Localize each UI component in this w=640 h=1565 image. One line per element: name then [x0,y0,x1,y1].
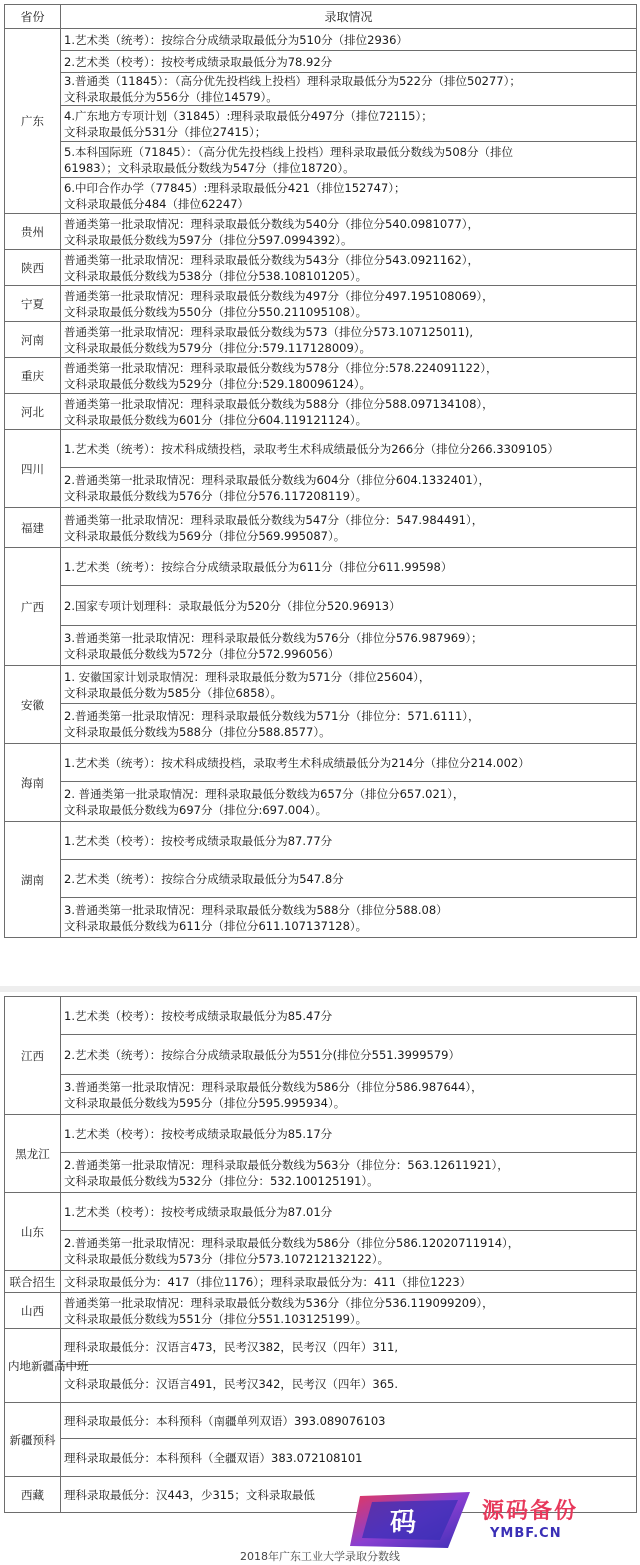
table-row [5,1153,637,1193]
detail-line: 1.艺术类（统考）：按综合分成绩录取最低分为510分（排位2936） [64,32,408,47]
table-row [5,1035,637,1075]
detail-line: 文科录取最低分数线为572分（排位分572.996056） [64,646,340,661]
admission-detail-cell [61,1115,637,1153]
admission-detail-cell [61,1193,637,1231]
province-cell: 联合招生 [5,1271,61,1293]
table-row [5,822,637,860]
detail-line: 理科录取最低分：汉语言473，民考汉382，民考汉（四年）311, [64,1339,399,1354]
detail-line: 普通类第一批录取情况：理科录取最低分数线为573（排位分573.107125011), [64,324,474,339]
detail-line: 61983）；文科录取最低分数线为547分（排位18720）。 [64,160,355,175]
admission-detail-cell [61,1035,637,1075]
admission-table-part1 [4,4,637,938]
admission-detail-cell [61,782,637,822]
detail-line: 1.艺术类（统考）：按术科成绩投档，录取考生术科成绩最低分为266分（排位分266.3309105） [64,441,559,456]
table-row [5,548,637,586]
detail-line: 6.中印合作办学（77845）:理科录取最低分421（排位152747）； [64,180,406,195]
province-cell: 黑龙江 [5,1115,61,1193]
admission-detail-cell [61,1075,637,1115]
admission-detail-cell [61,1439,637,1477]
detail-line: 普通类第一批录取情况：理科录取最低分数线为543分（排位分543.0921162）， [64,252,480,267]
province-cell: 山西 [5,1293,61,1329]
detail-line: 1.艺术类（校考）：按校考成绩录取最低分为85.17分 [64,1126,333,1141]
province-cell: 海南 [5,744,61,822]
table-row [5,1439,637,1477]
table-row [5,1193,637,1231]
province-cell: 宁夏 [5,286,61,322]
image-caption: 2018年广东工业大学录取分数线 [240,1550,400,1563]
admission-detail-cell [61,358,637,394]
table-row [5,508,637,548]
admission-detail-cell [61,508,637,548]
admission-detail-cell [61,250,637,286]
table-row [5,666,637,704]
detail-line: 文科录取最低分数线为595分（排位分595.995934）。 [64,1095,346,1110]
admission-detail-cell [61,1403,637,1439]
page-separator [0,986,640,992]
detail-line: 3.普通类（11845）：（高分优先投档线上投档）理科录取最低分为522分（排位50277）； [64,74,521,88]
table-row [5,468,637,508]
admission-detail-cell [61,822,637,860]
detail-line: 理科录取最低分：汉443，少315；文科录取最低 [64,1487,315,1502]
detail-line: 1.艺术类（统考）：按术科成绩投档，录取考生术科成绩最低分为214分（排位分214.002） [64,755,530,770]
province-cell: 河南 [5,322,61,358]
header-details: 录取情况 [61,5,637,29]
province-cell: 广东 [5,29,61,214]
detail-line: 1.艺术类（校考）：按校考成绩录取最低分为87.77分 [64,833,333,848]
table-row [5,142,637,178]
detail-line: 文科录取最低分数线为597分（排位分597.0994392）。 [64,232,353,247]
detail-line: 1.艺术类（校考）：按校考成绩录取最低分为85.47分 [64,1008,333,1023]
table-row [5,1075,637,1115]
detail-line: 文科录取最低分数线为569分（排位分569.995087）。 [64,528,346,543]
detail-line: 2.艺术类（校考）：按校考成绩录取最低分为78.92分 [64,54,333,69]
admission-detail-cell [61,626,637,666]
admission-detail-cell [61,73,637,106]
detail-line: 文科录取最低分数线为611分（排位分611.107137128）。 [64,918,368,933]
province-cell: 重庆 [5,358,61,394]
admission-detail-cell [61,997,637,1035]
detail-line: 文科录取最低分数线为601分（排位分604.119121124）。 [64,412,368,427]
detail-line: 文科录取最低分484（排位62247） [64,196,250,211]
watermark-domain: YMBF.CN [490,1526,562,1541]
admission-detail-cell [61,666,637,704]
admission-detail-cell [61,430,637,468]
admission-detail-cell [61,1329,637,1365]
table-body-part2 [5,997,637,1513]
admission-detail-cell [61,468,637,508]
table-row [5,626,637,666]
detail-line: 文科录取最低分为：417（排位1176）；理科录取最低分为：411（排位1223） [64,1274,472,1289]
province-cell: 安徽 [5,666,61,744]
admission-detail-cell [61,178,637,214]
detail-line: 3.普通类第一批录取情况：理科录取最低分数线为576分（排位分576.987969）； [64,630,483,645]
table-row [5,29,637,51]
table-row [5,358,637,394]
detail-line: 5.本科国际班（71845）：（高分优先投档线上投档）理科录取最低分数线为508分（排位 [64,144,514,159]
table-row [5,1329,637,1365]
table-row [5,1115,637,1153]
detail-line: 文科录取最低分数线为576分（排位分576.117208119）。 [64,488,368,503]
table-row [5,1365,637,1403]
admission-detail-cell [61,548,637,586]
detail-line: 文科录取最低分：汉语言491，民考汉342，民考汉（四年）365. [64,1376,399,1391]
detail-line: 文科录取最低分为556分（排位14579）。 [64,90,278,104]
detail-line: 理科录取最低分：本科预科（南疆单列双语）393.089076103 [64,1413,386,1428]
admission-detail-cell [61,29,637,51]
detail-line: 文科录取最低分数线为551分（排位分551.103125199）。 [64,1311,368,1326]
detail-line: 普通类第一批录取情况：理科录取最低分数线为540分（排位分540.0981077）， [64,216,480,231]
table-row [5,430,637,468]
admission-detail-cell [61,214,637,250]
province-cell: 贵州 [5,214,61,250]
detail-line: 2.普通类第一批录取情况：理科录取最低分数线为563分（排位分：563.12611921）， [64,1157,509,1172]
detail-line: 文科录取最低分数线为550分（排位分550.211095108）。 [64,304,368,319]
province-cell: 西藏 [5,1477,61,1513]
table-header-row [5,5,637,29]
detail-line: 1. 安徽国家计划录取情况：理科录取最低分数为571分（排位25604）， [64,669,431,684]
admission-detail-cell [61,1153,637,1193]
detail-line: 2.艺术类（统考）：按综合分成绩录取最低分为547.8分 [64,871,344,886]
admission-detail-cell [61,704,637,744]
province-cell: 新疆预科 [5,1403,61,1477]
admission-detail-cell [61,860,637,898]
table-row [5,286,637,322]
watermark-title: 源码备份 [482,1498,579,1524]
detail-line: 普通类第一批录取情况：理科录取最低分数线为588分（排位分588.097134108）， [64,396,494,411]
detail-line: 1.艺术类（校考）：按校考成绩录取最低分为87.01分 [64,1204,333,1219]
detail-line: 1.艺术类（统考）：按综合分成绩录取最低分为611分（排位分611.99598） [64,559,453,574]
detail-line: 2.普通类第一批录取情况：理科录取最低分数线为571分（排位分：571.6111）， [64,708,480,723]
admission-detail-cell [61,142,637,178]
admission-detail-cell [61,394,637,430]
detail-line: 理科录取最低分：本科预科（全疆双语）383.072108101 [64,1450,363,1465]
header-province: 省份 [5,5,61,29]
table-row [5,51,637,73]
province-cell: 江西 [5,997,61,1115]
admission-detail-cell [61,51,637,73]
table-row [5,73,637,106]
province-cell: 广西 [5,548,61,666]
table-row [5,106,637,142]
detail-line: 3.普通类第一批录取情况：理科录取最低分数线为588分（排位分588.08） [64,902,448,917]
table-body-part1 [5,29,637,938]
province-cell: 四川 [5,430,61,508]
table-row [5,250,637,286]
detail-line: 2.国家专项计划理科：录取最低分为520分（排位分520.96913） [64,598,401,613]
admission-detail-cell [61,106,637,142]
table-row [5,997,637,1035]
detail-line: 文科录取最低分数为585分（排位6858）。 [64,685,282,700]
admission-detail-cell [61,1271,637,1293]
table-row [5,322,637,358]
detail-line: 普通类第一批录取情况：理科录取最低分数线为536分（排位分536.119099209）， [64,1295,494,1310]
detail-line: 普通类第一批录取情况：理科录取最低分数线为497分（排位分497.195108069）， [64,288,494,303]
province-cell: 福建 [5,508,61,548]
admission-detail-cell [61,898,637,938]
detail-line: 文科录取最低分数线为532分（排位分：532.100125191）。 [64,1173,379,1188]
detail-line: 文科录取最低分数线为538分（排位分538.108101205）。 [64,268,368,283]
detail-line: 3.普通类第一批录取情况：理科录取最低分数线为586分（排位分586.987644）， [64,1079,483,1094]
detail-line: 文科录取最低分数线为697分（排位分:697.004）。 [64,802,328,817]
detail-line: 文科录取最低分531分（排位27415）； [64,124,267,139]
table-row [5,1231,637,1271]
table-row [5,744,637,782]
table-row [5,394,637,430]
detail-line: 2.普通类第一批录取情况：理科录取最低分数线为604分（排位分604.1332401）， [64,472,490,487]
admission-detail-cell [61,1231,637,1271]
detail-line: 文科录取最低分数线为529分（排位分:529.180096124）。 [64,376,372,391]
admission-table-part2 [4,996,637,1513]
table-row [5,898,637,938]
table-row [5,1293,637,1329]
table-row [5,704,637,744]
watermark-glyph: 码 [390,1508,417,1538]
admission-detail-cell [61,1365,637,1403]
admission-detail-cell [61,1293,637,1329]
province-cell: 内地新疆高中班 [5,1329,61,1403]
table-row [5,860,637,898]
table-row [5,586,637,626]
province-cell: 陕西 [5,250,61,286]
detail-line: 普通类第一批录取情况：理科录取最低分数线为547分（排位分：547.984491）， [64,512,484,527]
table-row [5,178,637,214]
admission-detail-cell [61,586,637,626]
table-row [5,214,637,250]
watermark-logo [350,1488,638,1552]
province-cell: 河北 [5,394,61,430]
admission-detail-cell [61,322,637,358]
detail-line: 普通类第一批录取情况：理科录取最低分数线为578分（排位分:578.224091122）， [64,360,498,375]
admission-detail-cell [61,744,637,782]
detail-line: 文科录取最低分数线为588分（排位分588.8577）。 [64,724,331,739]
detail-line: 2.艺术类（统考）：按综合分成绩录取最低分为551分(排位分551.3999579） [64,1047,460,1062]
admission-detail-cell [61,286,637,322]
table-row [5,782,637,822]
province-cell: 湖南 [5,822,61,938]
detail-line: 文科录取最低分数线为573分（排位分573.107212132122）。 [64,1251,390,1266]
table-row [5,1403,637,1439]
detail-line: 文科录取最低分数线为579分（排位分:579.117128009）。 [64,340,372,355]
detail-line: 2.普通类第一批录取情况：理科录取最低分数线为586分（排位分586.12020711914）， [64,1235,520,1250]
detail-line: 4.广东地方专项计划（31845）:理科录取最低分497分（排位72115）； [64,108,433,123]
table-row [5,1271,637,1293]
detail-line: 2. 普通类第一批录取情况：理科录取最低分数线为657分（排位分657.021）， [64,786,465,801]
province-cell: 山东 [5,1193,61,1271]
